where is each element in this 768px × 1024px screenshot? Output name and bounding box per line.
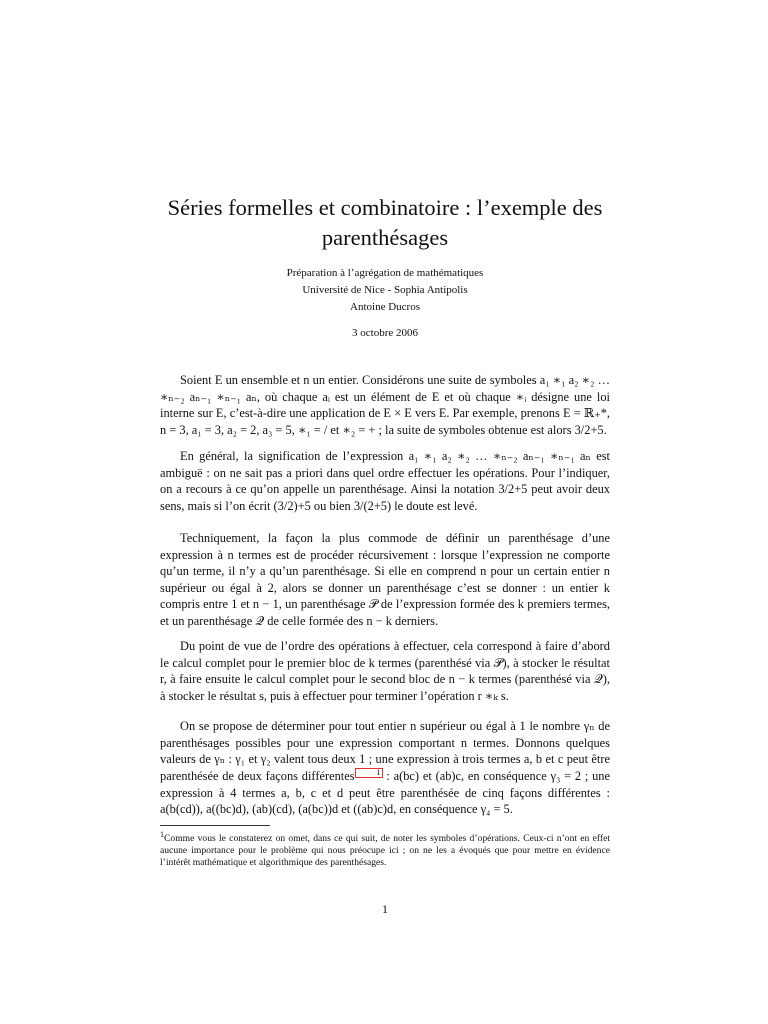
footnote: [160, 829, 610, 869]
paragraph-5-text: On se propose de déterminer pour tout entier n supérieur ou égal à 1 le nombre γₙ de parenthésages possibles pour une expression comportant n termes. Donnons quelques valeurs de γₙ : γ₁ et γ₂ valent tous deux 1 ; une expression à trois termes a, b et c peut être parenthésée de deux façons différentes: [160, 719, 610, 783]
page-number: 1: [382, 902, 388, 916]
footnote-link[interactable]: 1: [355, 768, 383, 778]
meta-line1: Préparation à l’agrégation de mathématiques: [286, 267, 484, 279]
footnote-text: Comme vous le constaterez on omet, dans ce qui suit, de noter les symboles d’opérations. Ceux-ci n’ont en effet aucune importance pour le problème qui nous préocupe ici ; on ne les a évoqués que pour mettre en évidence l’intérêt mathématique et algorithmique des parenthésages.: [160, 833, 610, 869]
paragraph-1: Soient E un ensemble et n un entier. Considérons une suite de symboles a₁ ∗₁ a₂ ∗₂ … ∗ₙ₋₂ aₙ₋₁ ∗ₙ₋₁ aₙ, où chaque aᵢ est un élément de E et où chaque ∗ᵢ désigne une loi interne sur E, c’est-à-dire une application de E × E vers E. Par exemple, prenons E = ℝ₊*, n = 3, a₁ = 3, a₂ = 2, a₃ = 5, ∗₁ = / et ∗₂ = + ; la suite de symboles obtenue est alors 3/2+5.: [160, 373, 610, 437]
paragraph-4: Du point de vue de l’ordre des opérations à effectuer, cela correspond à faire d’abord le calcul complet pour le premier bloc de k termes (parenthésé via 𝒫), à stocker le résultat r, à faire ensuite le calcul complet pour le second bloc de n − k termes (parenthésé via 𝒬), à stocker le résultat s, puis à effectuer pour terminer l’opération r ∗ₖ s.: [160, 639, 610, 703]
paragraph-5: [160, 718, 610, 818]
meta-line2: Université de Nice - Sophia Antipolis: [302, 284, 468, 296]
footnote-number: 1: [160, 830, 164, 839]
date: 3 octobre 2006: [352, 327, 418, 339]
paper-title: Séries formelles et combinatoire : l’exemple des parenthésages: [167, 195, 603, 250]
paragraph-2: En général, la signification de l’expression a₁ ∗₁ a₂ ∗₂ … ∗ₙ₋₂ aₙ₋₁ ∗ₙ₋₁ aₙ est ambiguë : on ne sait pas a priori dans quel ordre effectuer les opérations. Pour l’indiquer, on a recours à ce qu’on appelle un parenthésage. Ainsi la notation 3/2+5 peut avoir deux sens, mais si l’on écrit (3/2)+5 ou bien 3/(2+5) le doute est levé.: [160, 449, 610, 513]
author: Antoine Ducros: [350, 301, 420, 313]
footnote-rule: [160, 825, 270, 826]
paragraph-5-tail: : a(bc) et (ab)c, en conséquence γ₃ = 2 ; une expression à 4 termes a, b, c et d peut être parenthésée de cinq façons différentes : a(b(cd)), a((bc)d), (ab)(cd), (a(bc))d et ((ab)c)d, en conséquence γ₄ = 5.: [160, 768, 610, 817]
paragraph-3: Techniquement, la façon la plus commode de définir un parenthésage d’une expression à n termes est de procéder récursivement : lorsque l’expression ne comporte qu’un terme, il n’y a qu’un parenthésage. Si elle en comprend n pour un certain entier n supérieur ou égal à 2, alors se donner un parenthésage c’est se donner : un entier k compris entre 1 et n − 1, un parenthésage 𝒫 de l’expression formée des k premiers termes, et un parenthésage 𝒬 de celle formée des n − k derniers.: [160, 531, 610, 628]
